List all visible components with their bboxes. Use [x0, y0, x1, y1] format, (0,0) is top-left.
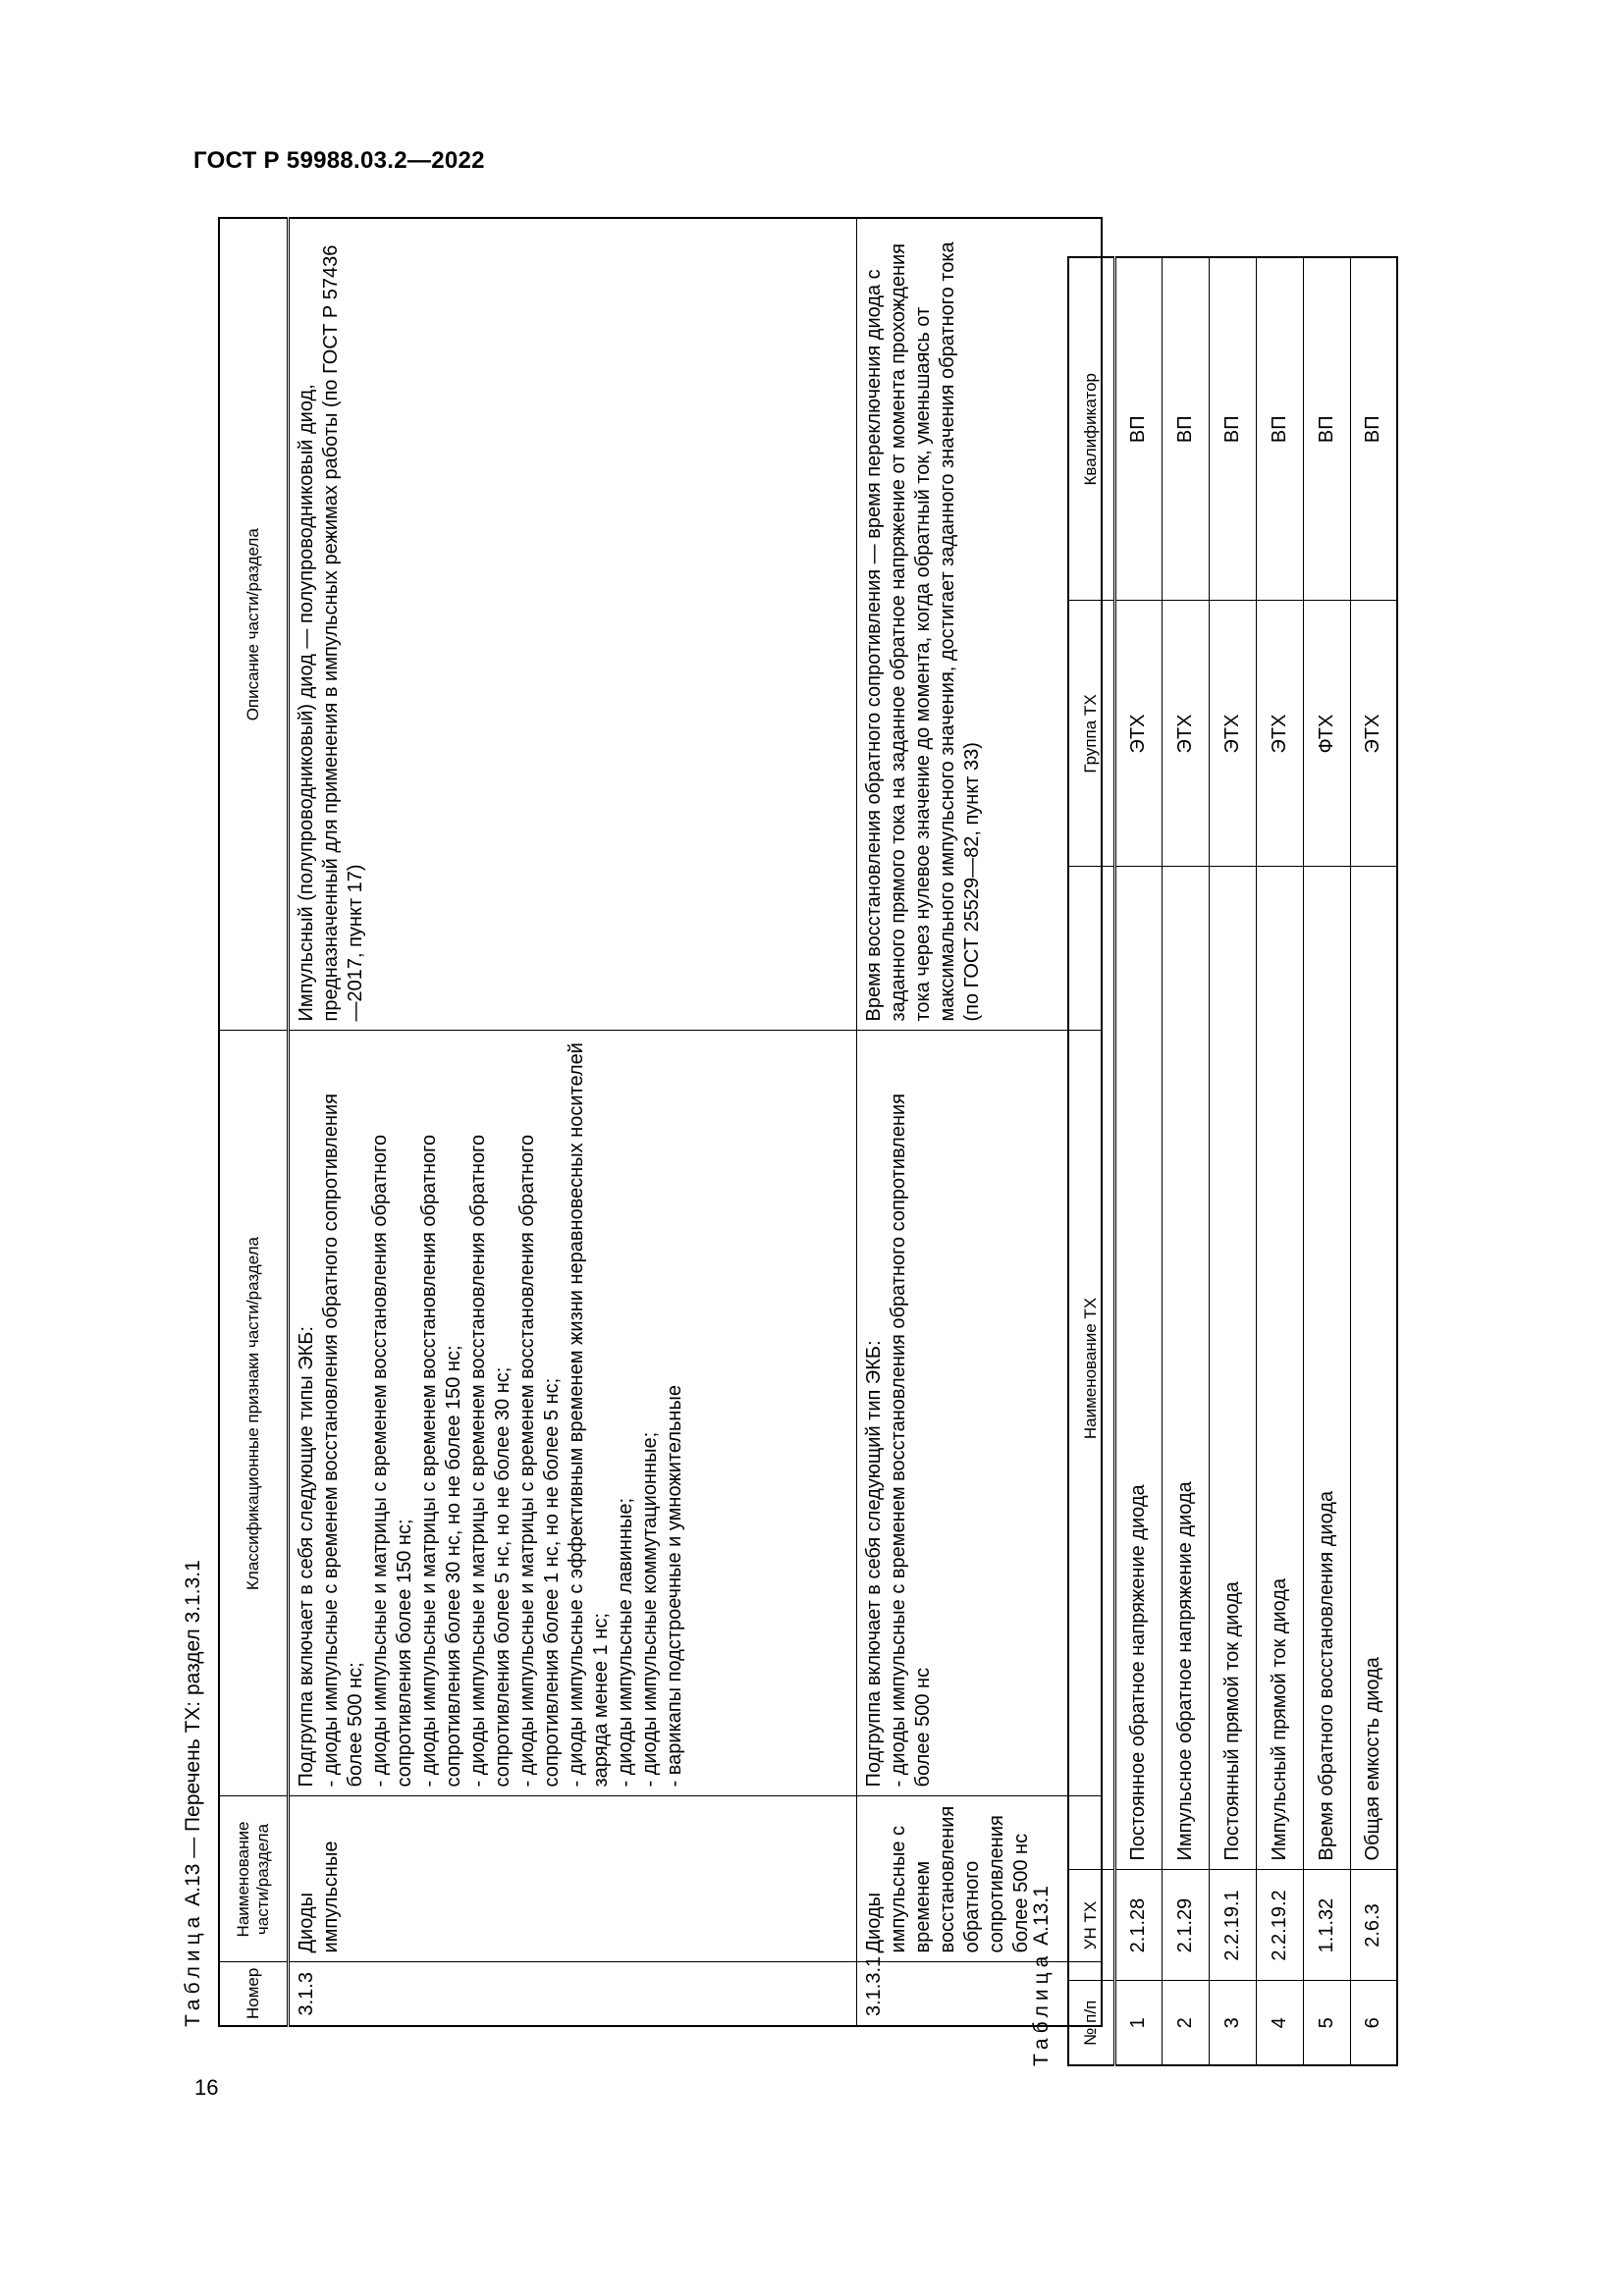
cell-tx-code: 1.1.32	[1303, 1870, 1350, 1981]
feature-line: - диоды импульсные и матрицы с временем восстановления обратного сопротивления более 5 нс, но не более 30 нс;	[466, 1134, 514, 1788]
table-a131-caption-prefix: Таблица	[1030, 1950, 1053, 2066]
cell-tx-name: Общая емкость диода	[1350, 867, 1397, 1870]
table-row	[1209, 257, 1256, 2065]
table-a131	[1067, 256, 1398, 2066]
table-row	[1114, 257, 1162, 2065]
cell-qualifier: ВП	[1114, 257, 1162, 601]
row-number: 3.1.3	[288, 1962, 856, 2026]
cell-tx-group: ЭТХ	[1162, 601, 1209, 867]
cell-tx-code: 2.1.29	[1162, 1870, 1209, 1981]
document-code: ГОСТ Р 59988.03.2—2022	[193, 147, 485, 174]
cell-qualifier: ВП	[1350, 257, 1397, 601]
table-a13	[218, 217, 1103, 2027]
table-a13-caption-text: А.13 — Перечень ТХ: раздел 3.1.3.1	[182, 1560, 204, 1912]
cell-tx-code: 2.2.19.2	[1256, 1870, 1303, 1981]
cell-tx-name: Постоянный прямой ток диода	[1209, 867, 1256, 1870]
header-part-name: Наименование части/раздела	[219, 1796, 288, 1962]
cell-tx-name: Импульсный прямой ток диода	[1256, 867, 1303, 1870]
cell-tx-code: 2.6.3	[1350, 1870, 1397, 1981]
feature-line: - диоды импульсные с временем восстановления обратного сопротивления более 500 нс	[887, 1093, 934, 1788]
cell-tx-code: 2.1.28	[1114, 1870, 1162, 1981]
header-index: № п/п	[1068, 1981, 1114, 2065]
feature-line: - диоды импульсные лавинные;	[614, 1497, 636, 1788]
rotated-page-content	[182, 231, 1384, 2066]
header-tx-name: Наименование ТХ	[1068, 867, 1114, 1870]
cell-index: 5	[1303, 1981, 1350, 2065]
cell-index: 2	[1162, 1981, 1209, 2065]
cell-tx-name: Импульсное обратное напряжение диода	[1162, 867, 1209, 1870]
feature-line: Подгруппа включает в себя следующие типы ЭКБ:	[295, 1326, 317, 1788]
table-row	[288, 218, 856, 2026]
table-row	[1350, 257, 1397, 2065]
table-a13-caption-prefix: Таблица	[182, 1911, 204, 2027]
table-row	[856, 218, 1102, 2026]
cell-tx-code: 2.2.19.1	[1209, 1870, 1256, 1981]
feature-line: - диоды импульсные и матрицы с временем восстановления обратного сопротивления более 30 нс, но не более 150 нс;	[417, 1134, 464, 1788]
cell-tx-name: Постоянное обратное напряжение диода	[1114, 867, 1162, 1870]
cell-tx-group: ЭТХ	[1209, 601, 1256, 867]
header-number: Номер	[219, 1962, 288, 2026]
cell-tx-name: Время обратного восстановления диода	[1303, 867, 1350, 1870]
feature-line: - диоды импульсные коммутационные;	[638, 1431, 661, 1788]
cell-qualifier: ВП	[1256, 257, 1303, 601]
cell-qualifier: ВП	[1162, 257, 1209, 601]
cell-qualifier: ВП	[1209, 257, 1256, 601]
cell-index: 1	[1114, 1981, 1162, 2065]
row-classification-features	[856, 1031, 1102, 1796]
row-part-name: Диоды импульсные с временем восстановления обратного сопротивления более 500 нс	[856, 1796, 1102, 1962]
cell-index: 3	[1209, 1981, 1256, 2065]
header-part-description: Описание части/раздела	[219, 218, 288, 1031]
header-tx-code: УН ТХ	[1068, 1870, 1114, 1981]
feature-line: - диоды импульсные и матрицы с временем восстановления обратного сопротивления более 1 нс, но не более 5 нс;	[515, 1134, 563, 1788]
row-part-name: Диоды импульсные	[288, 1796, 856, 1962]
table-row	[1162, 257, 1209, 2065]
header-tx-group: Группа ТХ	[1068, 601, 1114, 867]
cell-tx-group: ФТХ	[1303, 601, 1350, 867]
row-part-description: Время восстановления обратного сопротивления — время переключения диода с заданного прямого тока на заданное обратное напряжение от момента прохождения тока через нулевое значение до момента, когда обратный ток, уменьшаясь от максимального импульсного значения, достигает заданного значения обратного тока (по ГОСТ 25529—82, пункт 33)	[856, 218, 1102, 1031]
feature-line: - диоды импульсные с эффективным временем жизни неравновесных носителей заряда менее 1 нс;	[565, 1042, 612, 1788]
header-qualifier: Квалификатор	[1068, 257, 1114, 601]
feature-line: - варикапы подстроечные и умножительные	[663, 1385, 685, 1788]
table-a131-caption-text: А.13.1	[1030, 1886, 1053, 1951]
feature-line: - диоды импульсные и матрицы с временем восстановления обратного сопротивления более 150 нс;	[368, 1134, 415, 1788]
cell-index: 4	[1256, 1981, 1303, 2065]
table-a131-header-row	[1068, 257, 1114, 2065]
cell-index: 6	[1350, 1981, 1397, 2065]
row-number: 3.1.3.1	[856, 1962, 1102, 2026]
feature-line: Подгруппа включает в себя следующий тип ЭКБ:	[862, 1340, 885, 1788]
feature-line: - диоды импульсные с временем восстановления обратного сопротивления более 500 нс;	[319, 1093, 366, 1788]
table-a13-caption	[182, 1560, 205, 2027]
table-a131-caption	[1030, 1886, 1054, 2066]
cell-qualifier: ВП	[1303, 257, 1350, 601]
table-row	[1303, 257, 1350, 2065]
cell-tx-group: ЭТХ	[1114, 601, 1162, 867]
cell-tx-group: ЭТХ	[1350, 601, 1397, 867]
table-a13-header-row	[219, 218, 288, 2026]
row-classification-features	[288, 1031, 856, 1796]
page-number: 16	[194, 2075, 219, 2100]
table-row	[1256, 257, 1303, 2065]
row-part-description: Импульсный (полупроводниковый) диод — полупроводниковый диод, предназначенный для применения в импульсных режимах работы (по ГОСТ Р 57436—2017, пункт 17)	[288, 218, 856, 1031]
header-classification-features: Классификационные признаки части/раздела	[219, 1031, 288, 1796]
cell-tx-group: ЭТХ	[1256, 601, 1303, 867]
